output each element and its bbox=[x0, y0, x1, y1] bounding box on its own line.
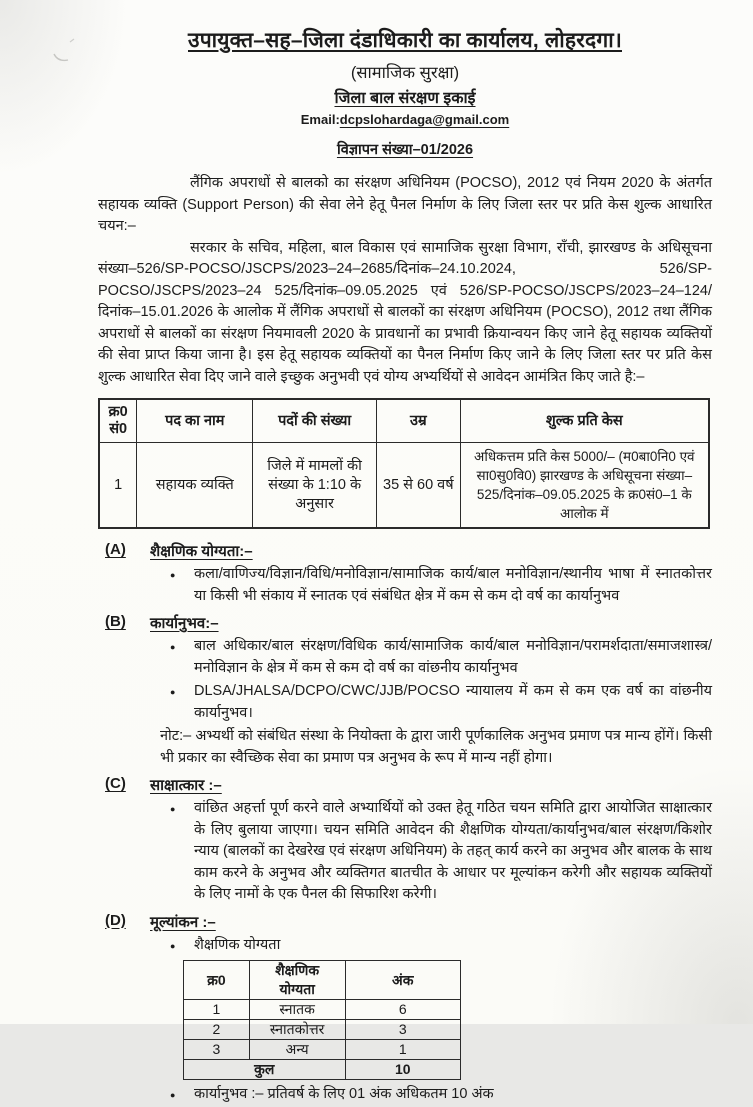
marks-row1-sno: 1 bbox=[184, 1000, 250, 1020]
section-c-label: (C) bbox=[105, 775, 126, 792]
marks-table bbox=[183, 960, 461, 1080]
intro-paragraph: लैंगिक अपराधों से बालको का संरक्षण अधिनियम (POCSO), 2012 एवं नियम 2020 के अंतर्गत सहायक व्यक्ति (Support Person) की सेवा लेने हेतू पैनल निर्माण के लिए जिला स्तर पर प्रति केस शुल्क आधारित चयन:– bbox=[98, 175, 712, 234]
vacancy-table-header-row bbox=[99, 399, 709, 443]
vacancy-fee: अधिकत्तम प्रति केस 5000/– (म0बा0नि0 एवं सा0सु0वि0) झारखण्ड के अधिसूचना संख्या–525/दिनांक–09.05.2025 के क्र0सं0–1 के आलोक में bbox=[460, 443, 709, 529]
notification-paragraph: सरकार के सचिव, महिला, बाल विकास एवं सामाजिक सुरक्षा विभाग, राँची, झारखण्ड के अधिसूचना संख्या–526/SP-POCSO/JSCPS/2023–24–2685/दिनांक–24.10.2024, 526/SP-POCSO/JSCPS/2023–24 525/दिनांक–09.05.2025 एवं 526/SP-POCSO/JSCPS/2023–24–124/दिनांक–15.01.2026 के आलोक में लैंगिक अपराधों से बालकों का संरक्षण अधिनियम (POCSO), 2012 तथा लैंगिक अपराधों से बालकों का संरक्षण नियमावली 2020 के प्रावधानों का प्रभावी क्रियान्वयन किए जाने हेतू सहायक व्यक्तियों की सेवा प्राप्त किया जाना है। इस हेतू सहायक व्यक्तियों का पैनल निर्माण किए जाने के लिए जिला स्तर पर प्रति केस शुल्क आधारित सेवा दिए जाने वाले इच्छुक अनुभवी एवं योग्य अभ्यर्थियों से आवेदन आमंत्रित किए जाते है:– bbox=[98, 239, 712, 385]
marks-col-qualification: शैक्षणिक योग्यता bbox=[249, 961, 345, 1000]
list-item bbox=[98, 1084, 712, 1107]
vacancy-post: सहायक व्यक्ति bbox=[137, 443, 253, 529]
section-evaluation bbox=[98, 912, 712, 1107]
marks-col-marks: अंक bbox=[345, 961, 460, 1000]
section-educational-qualification bbox=[98, 541, 712, 607]
section-work-experience bbox=[98, 613, 712, 769]
list-item bbox=[98, 636, 712, 679]
section-b-bullet-2: DLSA/JHALSA/DCPO/CWC/JJB/POCSO न्यायालय में कम से कम एक वर्ष का वांछनीय कार्यानुभव। bbox=[194, 683, 712, 721]
bullet-icon: ● bbox=[170, 940, 176, 951]
table-row bbox=[184, 1020, 461, 1040]
list-item bbox=[98, 681, 712, 724]
section-a-title: शैक्षणिक योग्यता:– bbox=[150, 543, 253, 560]
vacancy-count: जिले में मामलों की संख्या के 1:10 के अनुसार bbox=[253, 443, 377, 529]
document-header bbox=[98, 26, 712, 159]
marks-row3-sno: 3 bbox=[184, 1040, 250, 1060]
dept-subtitle: (सामाजिक सुरक्षा) bbox=[350, 64, 460, 82]
marks-row3-qualification: अन्य bbox=[249, 1040, 345, 1060]
page-title: उपायुक्त–सह–जिला दंडाधिकारी का कार्यालय, लोहरदगा। bbox=[188, 29, 622, 52]
vacancy-age: 35 से 60 वर्ष bbox=[377, 443, 461, 529]
email-label: Email: bbox=[300, 112, 340, 127]
section-b-label: (B) bbox=[105, 613, 126, 630]
unit-name: जिला बाल संरक्षण इकाई bbox=[334, 90, 476, 107]
bullet-icon: ● bbox=[170, 570, 176, 580]
vacancy-table-row bbox=[99, 443, 709, 529]
vacancy-sno: 1 bbox=[99, 443, 137, 529]
section-d-bullet-1: शैक्षणिक योग्यता bbox=[194, 936, 281, 953]
table-row bbox=[184, 1000, 461, 1020]
marks-total-value: 10 bbox=[345, 1060, 460, 1080]
bullet-icon: ● bbox=[170, 1090, 176, 1100]
marks-col-sno: क्र0 bbox=[184, 961, 250, 1000]
marks-row2-sno: 2 bbox=[184, 1020, 250, 1040]
marks-row2-qualification: स्नातकोत्तर bbox=[249, 1020, 345, 1040]
section-interview bbox=[98, 775, 712, 906]
vacancy-col-age: उम्र bbox=[377, 399, 461, 443]
email-address: dcpslohardaga@gmail.com bbox=[339, 112, 510, 127]
list-item bbox=[98, 935, 712, 958]
scan-artifact bbox=[48, 36, 88, 76]
section-b-title: कार्यानुभव:– bbox=[150, 615, 219, 632]
vacancy-table bbox=[98, 398, 710, 529]
list-item bbox=[98, 564, 712, 607]
vacancy-col-sno: क्र0 सं0 bbox=[99, 399, 137, 443]
section-c-title: साक्षात्कार :– bbox=[150, 777, 222, 794]
section-b-bullet-1: बाल अधिकार/बाल संरक्षण/विधिक कार्य/सामाजिक कार्य/बाल मनोविज्ञान/परामर्शदाता/समाजशास्त्र/मनोविज्ञान के क्षेत्र में कम से कम दो वर्ष का वांछनीय कार्यानुभव bbox=[194, 638, 712, 676]
vacancy-col-fee: शुल्क प्रति केस bbox=[460, 399, 709, 443]
bullet-icon: ● bbox=[170, 804, 176, 814]
experience-note: नोट:– अभ्यर्थी को संबंधित संस्था के नियोक्ता के द्वारा जारी पूर्णकालिक अनुभव प्रमाण पत्र मान्य होंगें। किसी भी प्रकार का स्वैच्छिक सेवा का प्रमाण पत्र अनुभव के रूप में मान्य नहीं होगा। bbox=[160, 728, 712, 766]
vacancy-col-count: पदों की संख्या bbox=[253, 399, 377, 443]
marks-row3-marks: 1 bbox=[345, 1040, 460, 1060]
bullet-icon: ● bbox=[170, 687, 176, 697]
advert-number: विज्ञापन संख्या–01/2026 bbox=[336, 142, 474, 158]
section-d-title: मूल्यांकन :– bbox=[150, 913, 216, 931]
section-a-label: (A) bbox=[105, 541, 126, 558]
section-a-bullet-1: कला/वाणिज्य/विज्ञान/विधि/मनोविज्ञान/सामाजिक कार्य/बाल मनोविज्ञान/स्थानीय भाषा में स्नातकोत्तर या किसी भी संकाय में स्नातक एवं संबंधित क्षेत्र में कम से कम दो वर्ष का कार्यानुभव bbox=[194, 566, 712, 604]
email-line bbox=[98, 112, 712, 127]
vacancy-col-post: पद का नाम bbox=[137, 399, 253, 443]
marks-table-header-row bbox=[184, 961, 461, 1000]
marks-total-row bbox=[184, 1060, 461, 1080]
bullet-icon: ● bbox=[170, 642, 176, 652]
marks-row2-marks: 3 bbox=[345, 1020, 460, 1040]
marks-row1-qualification: स्नातक bbox=[249, 1000, 345, 1020]
section-d-bullet-2: कार्यानुभव :– प्रतिवर्ष के लिए 01 अंक अधिकतम 10 अंक bbox=[194, 1086, 494, 1102]
table-row bbox=[184, 1040, 461, 1060]
marks-total-label: कुल bbox=[184, 1060, 346, 1080]
list-item bbox=[98, 798, 712, 906]
section-c-bullet-1: वांछित अहर्त्ता पूर्ण करने वाले अभ्यार्थियों को उक्त हेतू गठित चयन समिति द्वारा आयोजित साक्षात्कार के लिए बुलाया जाएगा। चयन समिति आवेदन की शैक्षणिक योग्यता/कार्यानुभव/बाल संरक्षण/किशोर न्याय (बालकों का देखरेख एवं संरक्षण अधिनियम) के तहत् कार्य करने का अनुभव और बालक के साथ काम करने के अनुभव और व्यक्तिगत बातचीत के आधार पर मूल्यांकन करेगी और सहायक व्यक्तियों के लिए नामों के एक पैनल की सिफारिश करेगी। bbox=[194, 800, 712, 902]
marks-row1-marks: 6 bbox=[345, 1000, 460, 1020]
section-d-label: (D) bbox=[105, 911, 126, 929]
